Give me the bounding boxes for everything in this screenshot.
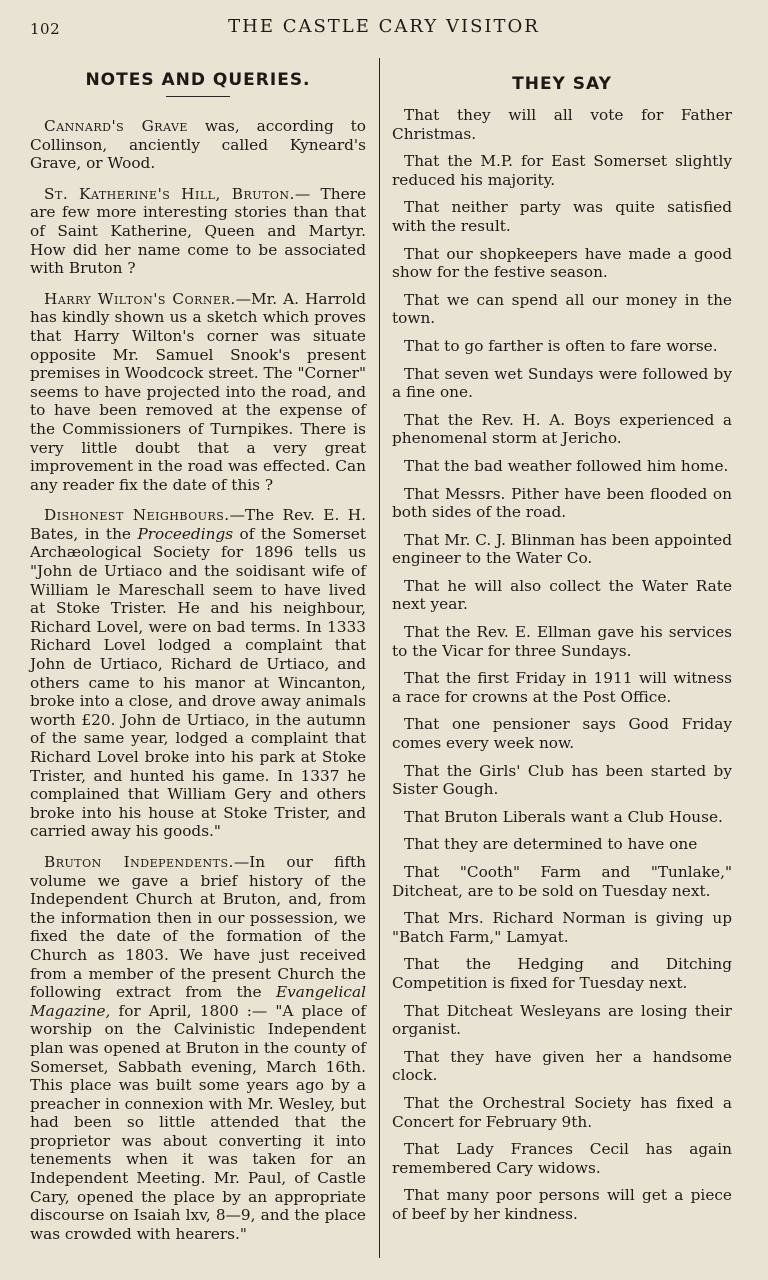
they-say-item: That Lady Frances Cecil has again remembered Cary widows. <box>392 1140 732 1177</box>
they-say-item: That Ditcheat Wesleyans are losing their organist. <box>392 1001 732 1039</box>
they-say-item: That to go farther is often to fare worse. <box>404 336 718 355</box>
they-say-item: That the Rev. E. Ellman gave his services to the Vicar for three Sundays. <box>392 623 732 660</box>
note-item: Dishonest Neighbours.—The Rev. E. H. Bates, in the Proceedings of the Somerset Archæological Society for 1896 tells us "John de Urtiaco and the soidisant wife of William le Mareschall seem to have lived at Stoke Trister. He and his neighbour, Richard Lovel, were on bad terms. In 1333 Richard Lovel lodged a complaint that John de Urtiaco, Richard de Urtiaco, and others came to his manor at Wincanton, broke into a close, and drove away animals worth £20. John de Urtiaco, in the autumn of the same year, lodged a complaint that Richard Lovel broke into his park at Stoke Trister, and hunted his game. In 1337 he complained that William Gery and others broke into his house at Stoke Trister, and carried away his goods." <box>30 506 367 841</box>
column-divider <box>379 58 380 1258</box>
note-heading: Harry Wilton's Corner. <box>44 289 236 308</box>
notes-and-queries-column <box>30 60 366 1255</box>
they-say-item: That many poor persons will get a piece of beef by her kindness. <box>392 1186 732 1223</box>
they-say-item: That Messrs. Pither have been flooded on both sides of the road. <box>392 484 732 522</box>
they-say-item: That the Orchestral Society has fixed a Concert for February 9th. <box>392 1093 732 1131</box>
page-header <box>0 0 768 48</box>
they-say-item: That seven wet Sundays were followed by a fine one. <box>392 364 732 402</box>
note-heading: St. Katherine's Hill, Bruton. <box>44 184 295 203</box>
they-say-item: That we can spend all our money in the town. <box>392 290 732 328</box>
they-say-item: That one pensioner says Good Friday comes every week now. <box>392 715 732 753</box>
they-say-item: That Mrs. Richard Norman is giving up "Batch Farm," Lamyat. <box>392 909 732 946</box>
note-heading: Dishonest Neighbours. <box>44 506 230 525</box>
notes-title: NOTES AND QUERIES. <box>85 70 311 90</box>
they-say-item: That he will also collect the Water Rate next year. <box>392 576 732 614</box>
they-say-item: That the Hedging and Ditching Competition is fixed for Tuesday next. <box>392 955 732 992</box>
they-say-item: That the Girls' Club has been started by Sister Gough. <box>392 761 732 799</box>
note-heading: Bruton Independents. <box>44 852 234 871</box>
they-say-item: That they are determined to have one <box>404 835 698 854</box>
note-item: Harry Wilton's Corner.—Mr. A. Harrold has kindly shown us a sketch which proves that Harry Wilton's corner was situate opposite Mr. Samuel Snook's present premises in Woodcock street. The "Corner" seems to have projected into the road, and to have been removed at the expense of the Commissioners of Turnpikes. There is very little doubt that a very great improvement in the road was effected. Can any reader fix the date of this ? <box>30 289 366 494</box>
paper-title: THE CASTLE CARY VISITOR <box>228 16 540 37</box>
they-say-list <box>392 106 732 1224</box>
they-say-item: That the M.P. for East Somerset slightly reduced his majority. <box>392 152 732 189</box>
they-say-item: That the Rev. H. A. Boys experienced a phenomenal storm at Jericho. <box>392 410 732 448</box>
they-say-item: That "Cooth" Farm and "Tunlake," Ditcheat, are to be sold on Tuesday next. <box>392 863 732 900</box>
they-say-column <box>392 60 732 1233</box>
they-say-title: THEY SAY <box>512 74 612 94</box>
title-divider <box>166 96 230 97</box>
they-say-item: That the bad weather followed him home. <box>404 456 729 475</box>
they-say-item: That they will all vote for Father Christmas. <box>392 106 732 143</box>
note-item: Bruton Independents.—In our fifth volume we gave a brief history of the Independent Church at Bruton, and, from the information then in our possession, we fixed the date of the formation of the Church as 1803. We have just received from a member of the present Church the following extract from the Evangelical Magazine, for April, 1800 :— "A place of worship on the Calvinistic Independent plan was opened at Bruton in the county of Somerset, Sabbath evening, March 16th. This place was built some years ago by a preacher in connexion with Mr. Wesley, but had been so little attended that the proprietor was about converting it into tenements when it was taken for an Independent Meeting. Mr. Paul, of Castle Cary, opened the place by an appropriate discourse on Isaiah lxv, 8—9, and the place was crowded with hearers." <box>30 852 367 1243</box>
note-item: St. Katherine's Hill, Bruton.— There are few more interesting stories than that of Saint Katherine, Queen and Martyr. How did her name come to be associated with Bruton ? <box>30 184 367 278</box>
they-say-item: That Bruton Liberals want a Club House. <box>404 807 723 826</box>
they-say-item: That they have given her a handsome clock. <box>392 1047 732 1085</box>
they-say-item: That neither party was quite satisfied with the result. <box>392 198 732 235</box>
note-heading: Cannard's Grave <box>44 117 188 135</box>
page-number: 102 <box>30 20 61 38</box>
they-say-item: That our shopkeepers have made a good show for the festive season. <box>392 244 732 282</box>
they-say-item: That Mr. C. J. Blinman has been appointed engineer to the Water Co. <box>392 530 732 568</box>
they-say-item: That the first Friday in 1911 will witness a race for crowns at the Post Office. <box>392 669 732 706</box>
note-item: Cannard's Grave was, according to Collinson, anciently called Kyneard's Grave, or Wood. <box>30 117 366 173</box>
